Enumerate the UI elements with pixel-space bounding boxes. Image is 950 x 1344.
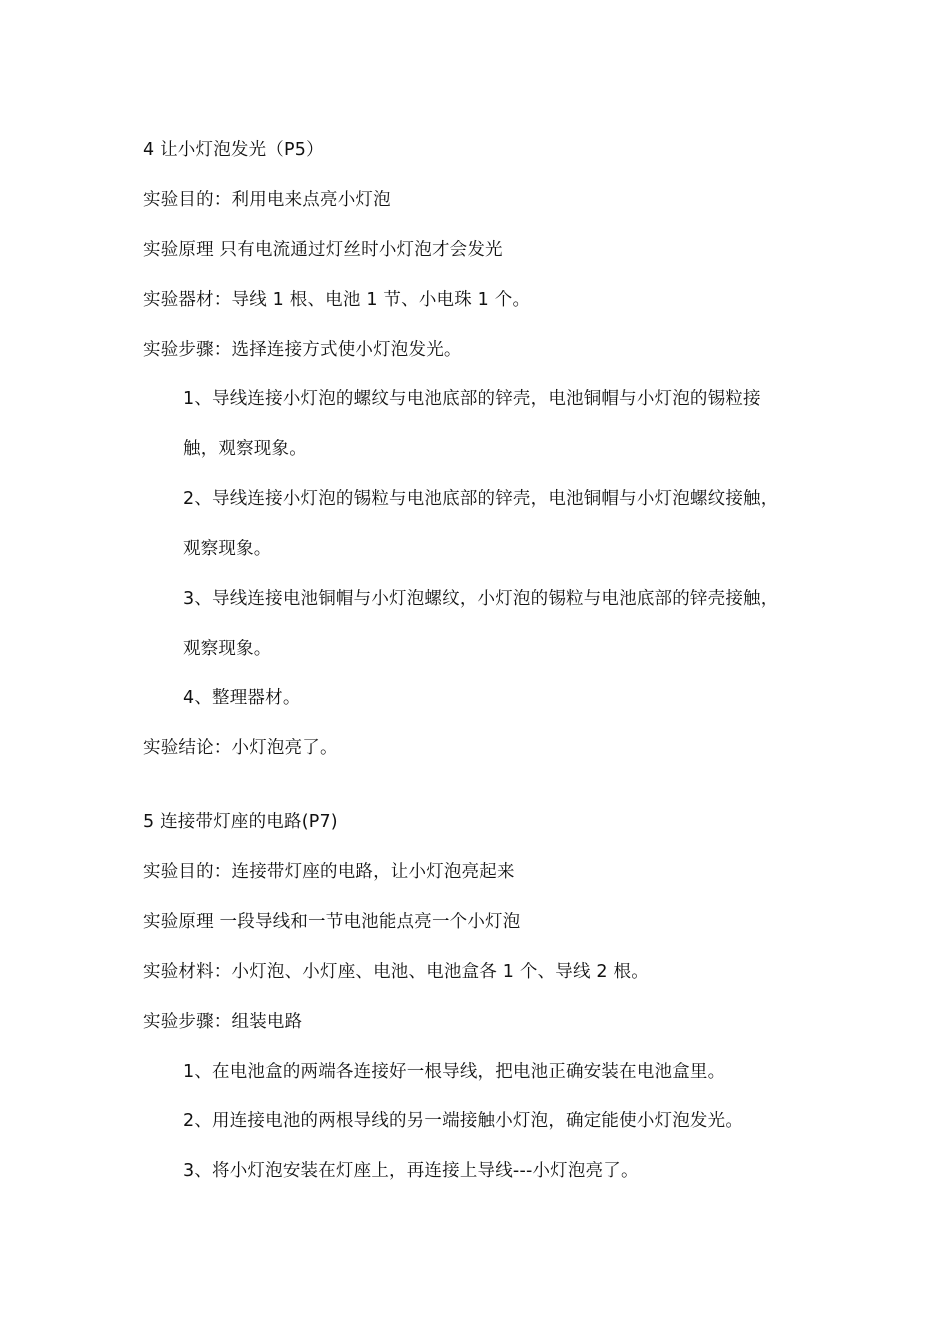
section-5-purpose: 实验目的：连接带灯座的电路，让小灯泡亮起来 [143,862,515,882]
section-4-step-1: 1、导线连接小灯泡的螺纹与电池底部的锌壳，电池铜帽与小灯泡的锡粒接 [183,389,761,409]
section-4-purpose: 实验目的：利用电来点亮小灯泡 [143,190,391,210]
section-4-step-4: 4、整理器材。 [183,688,301,708]
section-5-title: 5 连接带灯座的电路(P7) [143,812,338,832]
section-5-materials: 实验材料：小灯泡、小灯座、电池、电池盒各 1 个、导线 2 根。 [143,962,649,982]
section-5-step-2: 2、用连接电池的两根导线的另一端接触小灯泡，确定能使小灯泡发光。 [183,1111,744,1131]
section-4-step-3: 3、导线连接电池铜帽与小灯泡螺纹，小灯泡的锡粒与电池底部的锌壳接触， [183,589,779,609]
section-4-step-2-cont: 观察现象。 [183,539,272,559]
section-5-principle: 实验原理 一段导线和一节电池能点亮一个小灯泡 [143,912,521,932]
section-4-step-2: 2、导线连接小灯泡的锡粒与电池底部的锌壳，电池铜帽与小灯泡螺纹接触， [183,489,779,509]
section-4-steps-heading: 实验步骤：选择连接方式使小灯泡发光。 [143,340,462,360]
section-5-step-1: 1、在电池盒的两端各连接好一根导线，把电池正确安装在电池盒里。 [183,1062,726,1082]
section-4-materials: 实验器材：导线 1 根、电池 1 节、小电珠 1 个。 [143,290,531,310]
section-4-step-1-cont: 触，观察现象。 [183,439,307,459]
section-4-conclusion: 实验结论：小灯泡亮了。 [143,738,338,758]
section-4-title: 4 让小灯泡发光（P5） [143,140,324,160]
section-5-step-3: 3、将小灯泡安装在灯座上，再连接上导线---小灯泡亮了。 [183,1161,639,1181]
section-4-principle: 实验原理 只有电流通过灯丝时小灯泡才会发光 [143,240,503,260]
section-5-steps-heading: 实验步骤：组装电路 [143,1012,303,1032]
section-4-step-3-cont: 观察现象。 [183,639,272,659]
